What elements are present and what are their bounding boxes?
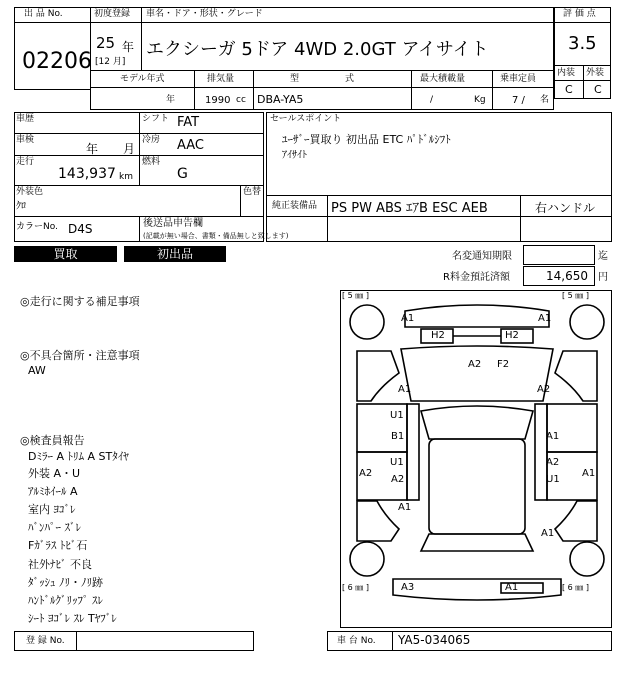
mileage-unit: km [119, 172, 133, 182]
mark-front-door-left-u1: U1 [390, 410, 404, 421]
mark-side-sill-right: A1 [582, 468, 596, 479]
mileage-value: 143,937 [58, 166, 116, 182]
defects-value: AW [28, 364, 46, 377]
name-change-deadline-label: 名変通知期限 [452, 251, 512, 262]
displacement-unit: cc [236, 95, 246, 105]
year-unit: 年 [122, 40, 135, 54]
exterior-color-label: 外装色 [16, 187, 44, 197]
mark-rear-fender-left: A1 [398, 502, 412, 513]
buyout-tag: 買取 [14, 246, 117, 262]
displacement-value: 1990 [205, 95, 231, 106]
mark-rear-bumper-a1: A1 [505, 582, 519, 593]
inspection-label: 車検 [16, 135, 35, 145]
type-label-2: 式 [345, 74, 355, 84]
exterior-grade: C [594, 83, 602, 96]
capacity-value: 7 / [512, 95, 525, 106]
inspection-year-unit: 年 [86, 142, 99, 156]
type-value: DBA-YA5 [257, 93, 304, 106]
score-label: 評 価 点 [563, 9, 596, 19]
type-label: 型 [290, 74, 300, 84]
inspector-line: ﾊﾞﾝﾊﾟｰ ｽﾞﾚ [28, 521, 81, 534]
inspector-report-heading: ◎検査員報告 [20, 434, 85, 447]
sales-point-line-1: ﾕｰｻﾞｰ買取り 初出品 ETC ﾊﾟﾄﾞﾙｼﾌﾄ [282, 133, 451, 146]
inspector-line: 外装 A・U [28, 467, 81, 480]
inspector-line: 社外ﾅﾋﾞ 不良 [28, 558, 92, 571]
capacity-label: 乗車定員 [500, 74, 537, 84]
overall-score: 3.5 [568, 33, 597, 54]
aftermarket-label: 後送品申告欄 [143, 218, 203, 229]
mark-rear-door-right-u1: U1 [546, 474, 560, 485]
equipment-label: 純正装備品 [272, 201, 318, 211]
blank-row [266, 216, 612, 242]
shift-label: シフト [142, 114, 170, 124]
mileage-label: 走行 [16, 157, 35, 167]
mark-rear-door-right-a2: A2 [546, 457, 560, 468]
mark-hood: A2 [468, 359, 482, 370]
chassis-number-label: 車 台 No. [337, 636, 376, 646]
recycle-fee-label: R料金預託済額 [443, 272, 510, 283]
mark-front-bumper-right: A1 [538, 313, 552, 324]
ac-label: 冷房 [142, 135, 161, 145]
tread-front-right: [ 5 ㎜ ] [562, 291, 589, 300]
max-load-value: / [430, 95, 434, 105]
car-name-label: 車名・ドア・形状・グレード [146, 9, 263, 19]
mark-rear-bumper-a3: A3 [401, 582, 415, 593]
mark-rear-door-left-u1: U1 [390, 457, 404, 468]
inspector-line: Dﾐﾗｰ A ﾄﾘﾑ A STﾀｲﾔ [28, 450, 129, 463]
tread-rear-left: [ 6 ㎜ ] [342, 583, 369, 592]
interior-label: 内装 [557, 68, 576, 78]
fuel-value: G [177, 166, 188, 182]
driving-notes-heading: ◎走行に関する補足事項 [20, 295, 140, 308]
inspection-month-unit: 月 [123, 142, 136, 156]
chassis-number-value: YA5-034065 [398, 633, 471, 647]
max-load-unit: Kg [474, 95, 486, 105]
capacity-unit: 名 [540, 95, 550, 105]
mark-front-bumper-left: A1 [401, 313, 415, 324]
inspector-line: 室内 ﾖｺﾞﾚ [28, 503, 76, 516]
mark-front-door-right: A1 [546, 431, 560, 442]
displacement-label: 排気量 [207, 74, 235, 84]
car-outline-svg [341, 291, 613, 629]
defects-heading: ◎不具合箇所・注意事項 [20, 349, 140, 362]
recycle-fee-value: 14,650 [546, 269, 588, 283]
inspector-line: Fｶﾞﾗｽ ﾄﾋﾞ石 [28, 539, 88, 552]
registration-number-label: 登 録 No. [26, 636, 65, 646]
sales-point-line-2: ｱｲｻｲﾄ [282, 150, 307, 161]
ac-value: AAC [177, 138, 204, 153]
max-load-label: 最大積載量 [420, 74, 466, 84]
model-year-unit: 年 [166, 95, 176, 105]
mark-headlight-left: H2 [431, 330, 445, 341]
damage-diagram-frame [340, 290, 612, 628]
model-year-label: モデル年式 [120, 74, 165, 84]
first-registration-year: 25 [96, 34, 116, 52]
tread-rear-right: [ 6 ㎜ ] [562, 583, 589, 592]
mark-headlight-right: H2 [505, 330, 519, 341]
tread-front-left: [ 5 ㎜ ] [342, 291, 369, 300]
recycle-fee-unit: 円 [598, 272, 608, 283]
history-label: 車歴 [16, 114, 35, 124]
aftermarket-note: (記載が無い場合、書類・備品無しと致します) [143, 232, 289, 240]
car-name: エクシーガ 5ドア 4WD 2.0GT アイサイト [146, 39, 489, 60]
lot-number: 02206 [22, 49, 92, 74]
mark-windshield: F2 [497, 359, 510, 370]
lot-number-label: 出 品 No. [24, 9, 63, 19]
mark-front-fender-left: A1 [398, 384, 412, 395]
inspector-line: ｼｰﾄ ﾖｺﾞﾚ ｽﾚ Tﾔﾌﾞﾚ [28, 612, 117, 625]
mark-rear-door-left-a2: A2 [391, 474, 405, 485]
exterior-color-row [14, 185, 264, 217]
first-listing-tag: 初出品 [124, 246, 226, 262]
color-number-value: D4S [68, 222, 93, 236]
first-registration-month: [12 月] [95, 57, 126, 67]
mark-rear-fender-right: A1 [541, 528, 555, 539]
sales-point-label: セールスポイント [270, 114, 342, 124]
first-registration-label: 初度登録 [94, 9, 131, 19]
equipment-value: PS PW ABS ｴｱB ESC AEB [331, 201, 488, 216]
inspector-line: ﾀﾞｯｼｭ ﾉﾘ・ﾉﾘ跡 [28, 576, 103, 589]
exterior-color-value: ｸﾛ [16, 201, 26, 212]
fuel-label: 燃料 [142, 157, 161, 167]
exterior-label: 外装 [586, 68, 605, 78]
inspector-line: ｱﾙﾐﾎｲｰﾙ A [28, 485, 78, 498]
mark-front-door-left-b1: B1 [391, 431, 405, 442]
name-change-deadline-box [523, 245, 595, 265]
mark-front-fender-right: A2 [537, 384, 551, 395]
color-number-label: カラーNo. [16, 222, 58, 232]
name-change-deadline-unit: 迄 [598, 251, 608, 262]
steering-side: 右ハンドル [535, 201, 596, 215]
mark-side-sill-left: A2 [359, 468, 373, 479]
shift-value: FAT [177, 115, 200, 130]
inspector-line: ﾊﾝﾄﾞﾙｸﾞﾘｯﾌﾟ ｽﾚ [28, 594, 103, 607]
interior-grade: C [565, 83, 573, 96]
color-change-label: 色替 [243, 187, 262, 197]
